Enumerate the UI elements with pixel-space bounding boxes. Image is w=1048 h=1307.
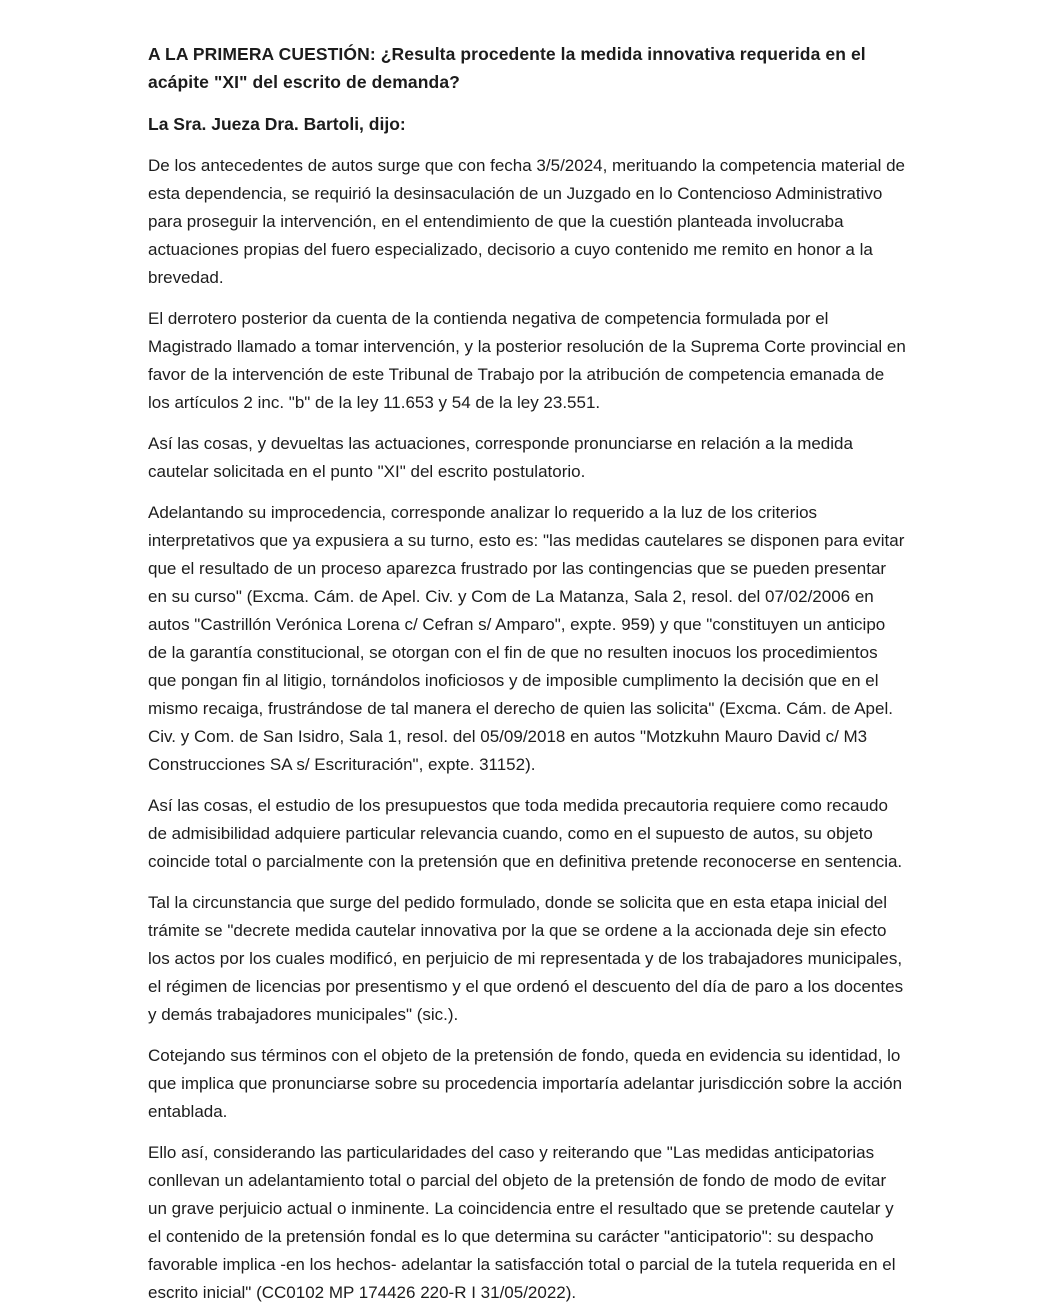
paragraph-presupuestos-medida: Así las cosas, el estudio de los presupuestos que toda medida precautoria requiere como recaudo de admisibilidad adquiere particular relevancia cuando, como en el supuesto de autos, su objeto coincide total o parcialmente con la pretensión que en definitiva pretende reconocerse en sentencia. xyxy=(148,796,903,871)
paragraph-medidas-anticipatorias: Ello así, considerando las particularidades del caso y reiterando que "Las medidas anticipatorias conllevan un adelantamiento total o parcial del objeto de la pretensión de fondo de modo de evitar un grave perjuicio actual o inminente. La coincidencia entre el resultado que se pretende cautelar y el contenido de la pretensión fondal es lo que determina su carácter "anticipatorio": su despacho favorable implica -en los hechos- adelantar la satisfacción total o parcial de la tutela requerida en el escrito inicial" (CC0102 MP 174426 220-R I 31/05/2022). xyxy=(148,1143,896,1302)
paragraph-antecedentes: De los antecedentes de autos surge que con fecha 3/5/2024, merituando la competencia material de esta dependencia, se requirió la desinsaculación de un Juzgado en lo Contencioso Administrativo para proseguir la intervención, en el entendimiento de que la cuestión planteada involucraba actuaciones propias del fuero especializado, decisorio a cuyo contenido me remito en honor a la brevedad. xyxy=(148,156,905,287)
paragraph-improcedencia-criterios: Adelantando su improcedencia, corresponde analizar lo requerido a la luz de los criterios interpretativos que ya expusiera a su turno, esto es: "las medidas cautelares se disponen para evitar que el resultado de un proceso aparezca frustrado por las contingencias que se pueden presentar en su curso" (Excma. Cám. de Apel. Civ. y Com de La Matanza, Sala 2, resol. del 07/02/2006 en autos "Castrillón Verónica Lorena c/ Cefran s/ Amparo", expte. 959) y que "constituyen un anticipo de la garantía constitucional, se otorgan con el fin de que no resulten inocuos los procedimientos que pongan fin al litigio, tornándolos inoficiosos y de imposible cumplimento la decisión que en el mismo recaiga, frustrándose de tal manera el derecho de quien las solicita" (Excma. Cám. de Apel. Civ. y Com. de San Isidro, Sala 1, resol. del 05/09/2018 en autos "Motzkuhn Mauro David c/ M3 Construcciones SA s/ Escrituración", expte. 31152). xyxy=(148,503,905,774)
document-heading: A LA PRIMERA CUESTIÓN: ¿Resulta procedente la medida innovativa requerida en el acápite "XI" del escrito de demanda? xyxy=(148,44,866,92)
paragraph-cotejo-terminos: Cotejando sus términos con el objeto de la pretensión de fondo, queda en evidencia su identidad, lo que implica que pronunciarse sobre su procedencia importaría adelantar jurisdicción sobre la acción entablada. xyxy=(148,1046,903,1121)
paragraph-derrotero: El derrotero posterior da cuenta de la contienda negativa de competencia formulada por el Magistrado llamado a tomar intervención, y la posterior resolución de la Suprema Corte provincial en favor de la intervención de este Tribunal de Trabajo por la atribución de competencia emanada de los artículos 2 inc. "b" de la ley 11.653 y 54 de la ley 23.551. xyxy=(148,309,906,412)
paragraph-pedido-formulado: Tal la circunstancia que surge del pedido formulado, donde se solicita que en esta etapa inicial del trámite se "decrete medida cautelar innovativa por la que se ordene a la accionada deje sin efecto los actos por los cuales modificó, en perjuicio de mi representada y de los trabajadores municipales, el régimen de licencias por presentismo y el que ordenó el descuento del día de paro a los docentes y demás trabajadores municipales" (sic.). xyxy=(148,893,904,1024)
judge-statement-label: La Sra. Jueza Dra. Bartoli, dijo: xyxy=(148,114,406,134)
paragraph-devueltas-actuaciones: Así las cosas, y devueltas las actuaciones, corresponde pronunciarse en relación a la medida cautelar solicitada en el punto "XI" del escrito postulatorio. xyxy=(148,434,853,481)
